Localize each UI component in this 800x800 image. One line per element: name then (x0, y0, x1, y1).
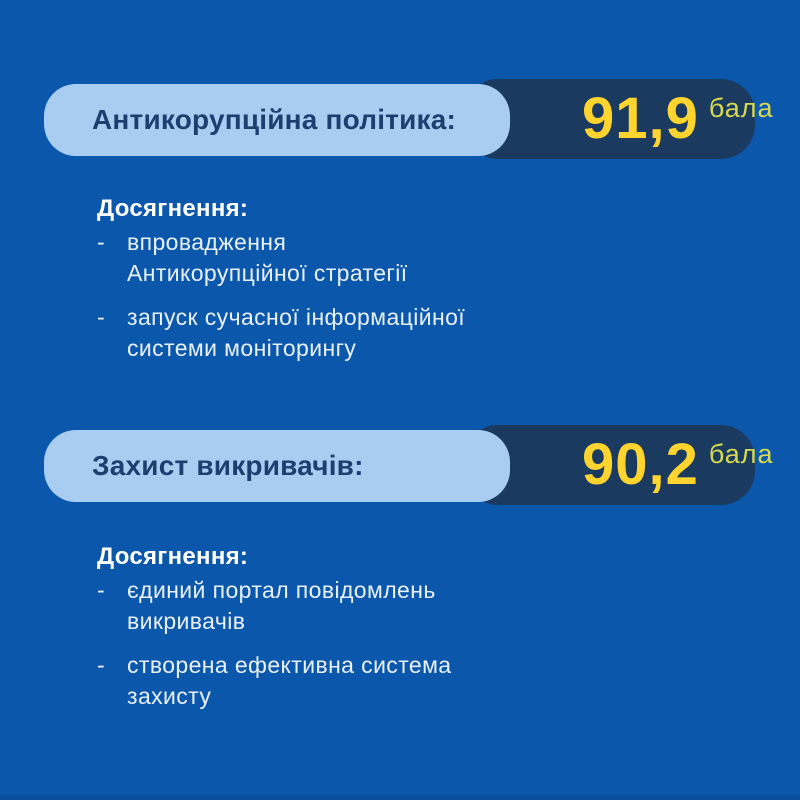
category-title: Захист викривачів: (92, 450, 364, 481)
bullet-text-line: впровадження (127, 229, 287, 255)
bottom-accent-strip (0, 795, 800, 800)
list-item (97, 650, 657, 712)
score-value: 90,2 (582, 432, 699, 497)
bullet-text-line: запуск сучасної інформаційної (127, 304, 466, 330)
score-group (582, 79, 774, 159)
score-row-anticorruption-policy (44, 84, 774, 156)
bullet-text-line: викривачів (127, 608, 246, 634)
category-title: Антикорупційна політика: (92, 104, 457, 135)
score-value: 91,9 (582, 86, 699, 151)
bullet-text-line: Антикорупційної стратегії (127, 260, 408, 286)
bullet-dash: - (97, 652, 105, 678)
score-group (582, 425, 774, 505)
bullet-dash: - (97, 229, 105, 255)
achievements-block-anticorruption-policy (97, 193, 657, 377)
bullet-text-line: єдиний портал повідомлень (127, 577, 436, 603)
achievements-block-whistleblower-protection (97, 541, 657, 725)
category-pill (44, 430, 510, 502)
achievements-list (97, 227, 657, 364)
achievements-heading: Досягнення: (97, 543, 249, 570)
achievements-list (97, 575, 657, 712)
list-item (97, 227, 657, 289)
list-item (97, 575, 657, 637)
bullet-dash: - (97, 577, 105, 603)
bullet-dash: - (97, 304, 105, 330)
list-item (97, 302, 657, 364)
category-pill (44, 84, 510, 156)
bullet-text-line: системи моніторингу (127, 335, 357, 361)
score-row-whistleblower-protection (44, 430, 774, 502)
achievements-heading: Досягнення: (97, 195, 249, 222)
score-unit-label: бала (708, 93, 774, 123)
bullet-text-line: створена ефективна система (127, 652, 452, 678)
bullet-text-line: захисту (127, 683, 212, 709)
score-unit-label: бала (708, 439, 774, 469)
